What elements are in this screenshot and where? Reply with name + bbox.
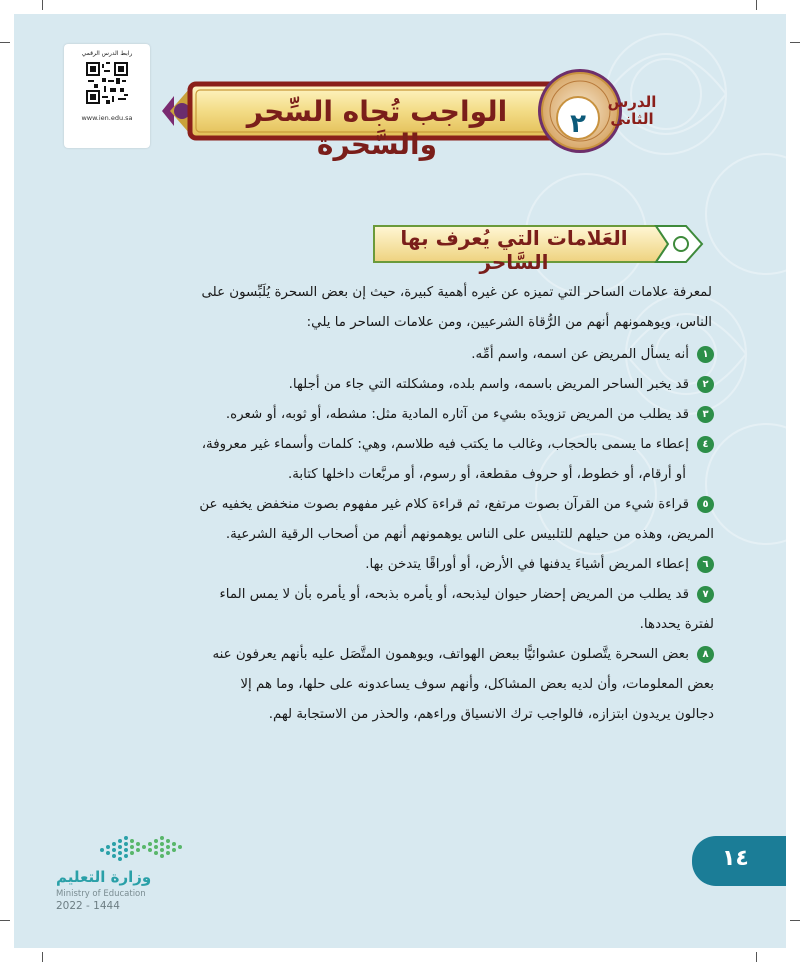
- item-number-badge: ٣: [697, 406, 714, 423]
- lesson-label-line2: الثاني: [610, 110, 654, 128]
- lesson-label-line1: الدرس: [607, 93, 657, 111]
- item-number-badge: ٨: [697, 646, 714, 663]
- item-number-badge: ٤: [697, 436, 714, 453]
- edition-year: 2022 - 1444: [56, 900, 120, 912]
- item-text: دجالون يريدون ابتزازه، فالواجب ترك الانسياق وراءهم، والحذر من الاستجابة لهم.: [268, 707, 714, 722]
- qr-card[interactable]: [64, 44, 150, 148]
- list-item: [92, 370, 714, 400]
- item-number-badge: ٢: [697, 376, 714, 393]
- list-item: [92, 400, 714, 430]
- item-number-badge: ٦: [697, 556, 714, 573]
- crop-mark: [756, 0, 757, 10]
- ministry-name-en: Ministry of Education: [56, 889, 146, 899]
- qr-code-icon[interactable]: [86, 62, 128, 104]
- item-text: إعطاء ما يسمى بالحجاب، وغالب ما يكتب فيه طلاسم، وهي: كلمات وأسماء غير معروفة،: [201, 437, 689, 452]
- list-item: [92, 340, 714, 370]
- ministry-name-ar: وزارة التعليم: [56, 868, 152, 886]
- item-text: لفترة يحددها.: [639, 617, 714, 632]
- qr-title: رابط الدرس الرقمي: [81, 50, 133, 57]
- item-text: أو أرقام، أو خطوط، أو حروف مقطعة، أو رسوم، أو مربَّعات داخلها كتابة.: [287, 467, 686, 482]
- crop-mark: [42, 952, 43, 962]
- item-text: قراءة شيء من القرآن بصوت مرتفع، ثم قراءة كلام غير مفهوم بصوت منخفض يخفيه عن: [199, 497, 689, 512]
- item-text: بعض المعلومات، وأن لديه بعض المشاكل، وأنهم سوف يساعدونه على حلها، وما هم إلا: [240, 677, 714, 692]
- item-text: إعطاء المريض أشياءَ يدفنها في الأرض، أو أوراقًا يتدخن بها.: [365, 557, 689, 572]
- lesson-label: [607, 94, 657, 128]
- list-item: [92, 640, 714, 730]
- crop-mark: [0, 42, 10, 43]
- intro-line: لمعرفة علامات الساحر التي تميزه عن غيره أهمية كبيرة، حيث إن بعض السحرة يُلَبِّسون على: [201, 285, 712, 300]
- item-number-badge: ١: [697, 346, 714, 363]
- item-text: المريض، وهذه من حيلهم للتلبيس على الناس يوهمونهم أنهم من أصحاب الرقية الشرعية.: [225, 527, 714, 542]
- page-number: ١٤: [722, 846, 749, 871]
- crop-mark: [790, 920, 800, 921]
- ministry-logo-icon: [96, 830, 192, 864]
- item-number-badge: ٥: [697, 496, 714, 513]
- lesson-title: الواجب تُجاه السِّحر والسَّحرة: [246, 95, 508, 161]
- item-text: بعض السحرة يتَّصلون عشوائيًّا ببعض الهواتف، ويوهمون المتَّصَل عليه بأنهم يعرفون عنه: [212, 647, 689, 662]
- item-number-badge: ٧: [697, 586, 714, 603]
- section-title: العَلامات التي يُعرف بها السَّاحر: [400, 226, 628, 274]
- crop-mark: [0, 920, 10, 921]
- item-text: قد يطلب من المريض تزويدَه بشيء من آثاره المادية مثل: مشطه، أو ثوبه، أو شعره.: [225, 407, 689, 422]
- item-text: أنه يسأل المريض عن اسمه، واسم أمِّه.: [471, 347, 689, 362]
- crop-mark: [756, 952, 757, 962]
- list-item: [92, 550, 714, 580]
- lesson-number: ٢: [570, 109, 586, 139]
- qr-url[interactable]: www.ien.edu.sa: [81, 114, 133, 122]
- list-item: [92, 490, 714, 550]
- list-item: [92, 580, 714, 640]
- item-text: قد يخبر الساحر المريض باسمه، واسم بلده، ومشكلته التي جاء من أجلها.: [288, 377, 689, 392]
- list-item: [92, 430, 714, 490]
- crop-mark: [790, 42, 800, 43]
- item-text: قد يطلب من المريض إحضار حيوان ليذبحه، أو يأمره بذبحه، أو يأمره بأن لا يمس الماء: [219, 587, 689, 602]
- intro-line: الناس، ويوهمونهم أنهم من الرُّقاة الشرعيين، ومن علامات الساحر ما يلي:: [306, 315, 712, 330]
- intro-paragraph: [92, 278, 712, 338]
- crop-mark: [42, 0, 43, 10]
